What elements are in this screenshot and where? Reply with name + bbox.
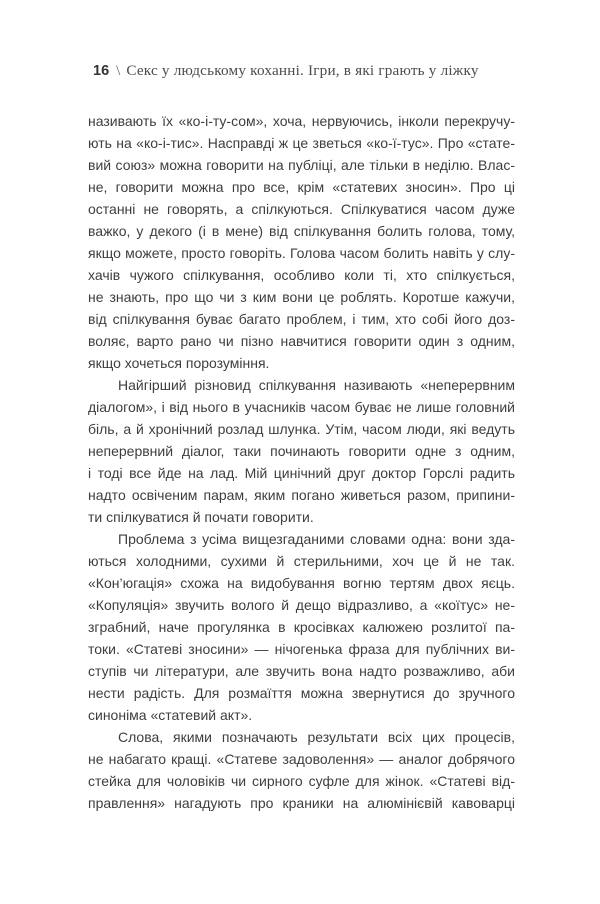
- text-line: неперервний діалог, таки починають говорити одне з одним,: [88, 443, 515, 459]
- text-line: Слова, якими позначають результати всіх цих процесів,: [118, 729, 515, 745]
- paragraph: [88, 726, 515, 814]
- text-line: якщо можете, просто говоріть. Голова часом болить навіть у слу-: [88, 245, 515, 261]
- text-line: зграбний, наче прогулянка в кросівках калюжею розлитої па-: [88, 619, 515, 635]
- page-header: [93, 62, 553, 80]
- page-number: 16: [93, 63, 110, 79]
- text-line: синоніма «статевий акт».: [88, 707, 253, 723]
- text-line: стейка для чоловіків чи сирного суфле для жінок. «Статеві від-: [88, 773, 515, 789]
- text-line: вий союз» можна говорити на публіці, але тільки в неділю. Влас-: [88, 157, 515, 173]
- text-line: ти спілкуватися й почати говорити.: [88, 509, 314, 525]
- header-separator: \: [116, 63, 121, 79]
- text-line: ступів чи літератури, але звучить вона надто розважливо, аби: [88, 663, 515, 679]
- paragraph: [88, 110, 515, 374]
- text-line: називають їх «ко-і-ту-сом», хоча, нервуючись, інколи перекручу-: [88, 113, 515, 129]
- text-line: «Копуляція» звучить волого й дещо відразливо, а «коїтус» не-: [88, 597, 515, 613]
- text-line: ють на «ко-і-тис». Насправді ж це зветься «ко-ї-тус». Про «стате-: [88, 135, 515, 151]
- text-line: нести радість. Для розмаїття можна звернутися до зручного: [88, 685, 515, 701]
- text-line: воляє, варто рано чи пізно навчитися говорити один з одним,: [88, 333, 515, 349]
- text-line: якщо хочеться порозуміння.: [88, 355, 270, 371]
- text-line: важко, у декого (і в мене) від спілкування болить голова, тому,: [88, 223, 515, 239]
- text-line: токи. «Статеві зносини» — нічогенька фраза для публічних ви-: [88, 641, 515, 657]
- text-line: від спілкування буває багато проблем, і тим, хто собі його доз-: [88, 311, 515, 327]
- text-line: діалогом», і від нього в учасників часом буває не лише головний: [88, 399, 515, 415]
- body-text-block: [88, 110, 515, 814]
- running-title: Секс у людському коханні. Ігри, в які грають у ліжку: [126, 62, 479, 79]
- text-line: надто освіченим парам, яким погано живеться разом, припини-: [88, 487, 515, 503]
- text-line: і тоді все йде на лад. Мій цинічний друг доктор Горслі радить: [88, 465, 515, 481]
- text-line: ються холодними, сухими й стерильними, хоч це й не так.: [88, 553, 515, 569]
- paragraph: [88, 374, 515, 528]
- text-line: Найгірший різновид спілкування називають «неперервним: [118, 377, 515, 393]
- text-line: не знають, про що чи з ким вони це роблять. Коротше кажучи,: [88, 289, 515, 305]
- text-line: правлення» нагадують про краники на алюмінієвій кавоварці: [88, 795, 515, 811]
- text-line: не набагато кращі. «Статеве задоволення» — аналог добрячого: [88, 751, 515, 767]
- text-line: «Кон’югація» схожа на видобування вогню тертям двох яєць.: [88, 575, 515, 591]
- text-line: хачів чужого спілкування, особливо коли ті, хто спілкується,: [88, 267, 515, 283]
- text-line: не, говорити можна про все, крім «статевих зносин». Про ці: [88, 179, 515, 195]
- text-line: останні не говорять, а спілкуються. Спілкуватися часом дуже: [88, 201, 515, 217]
- paragraph: [88, 528, 515, 726]
- text-line: біль, а й хронічний розлад шлунка. Утім, часом люди, які ведуть: [88, 421, 515, 437]
- text-line: Проблема з усіма вищезгаданими словами одна: вони зда-: [118, 531, 515, 547]
